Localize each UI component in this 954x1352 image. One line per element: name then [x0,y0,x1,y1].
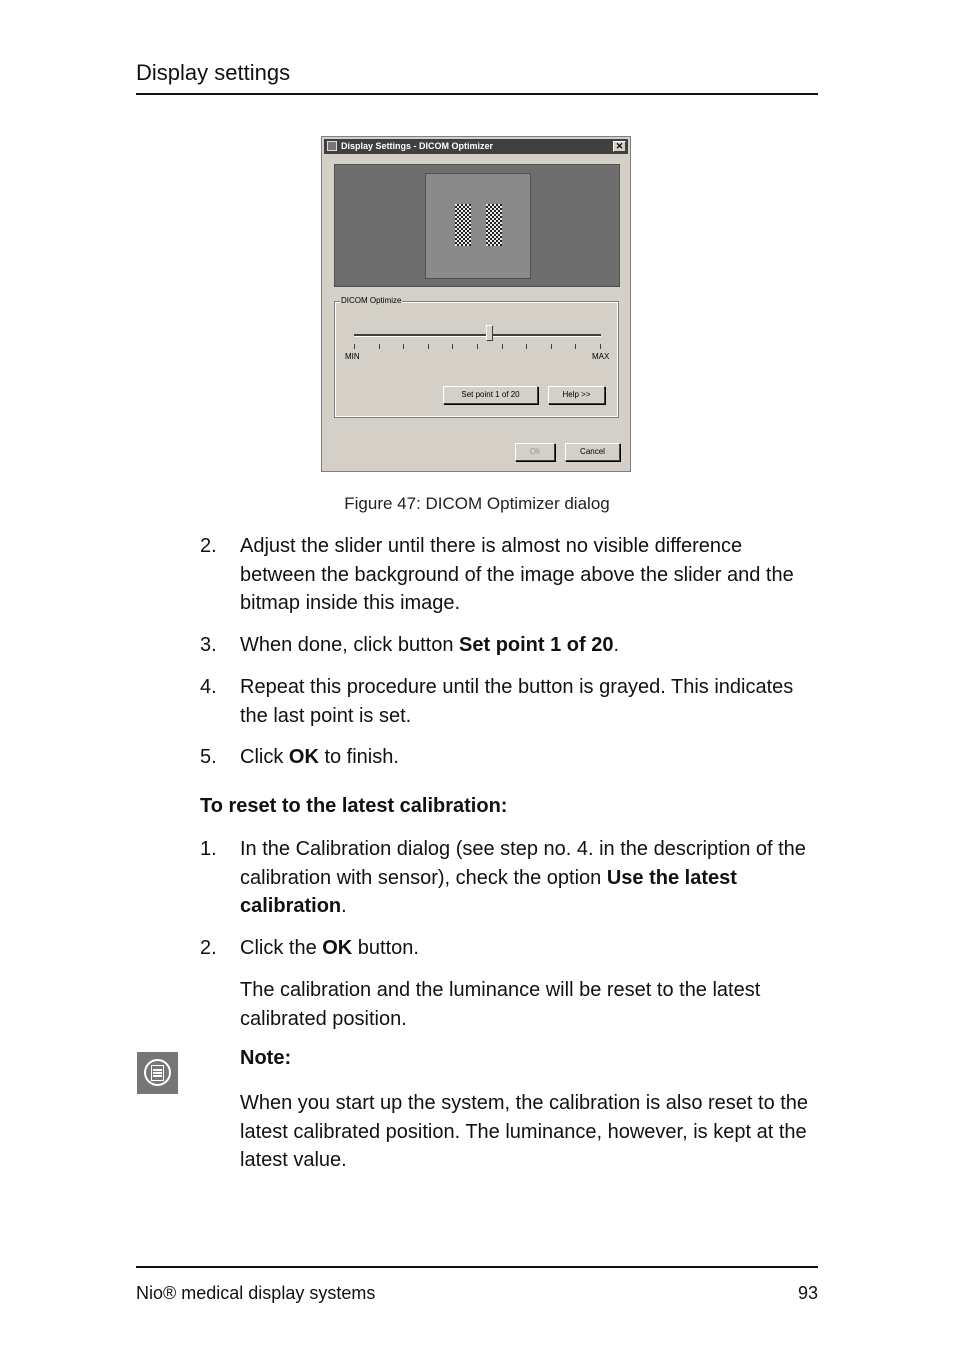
note-body: When you start up the system, the calibration is also reset to the latest calibrated position. The luminance, however, is kept at the latest value. [240,1092,809,1171]
note-icon-line [153,1072,162,1074]
slider-tick [403,344,404,349]
step-text-bold: OK [288,746,319,768]
note-icon [137,1052,178,1094]
checker-pattern-right [486,204,502,246]
step-text [240,673,818,730]
note-icon-line [153,1069,162,1071]
slider-tick [452,344,453,349]
header-title: Display settings [136,60,291,85]
note-icon-line [153,1075,162,1077]
step-text [240,532,818,618]
preview-image [334,164,620,287]
step-text-part: Click the [240,937,323,959]
step-text-part: . [613,634,620,656]
dicom-optimizer-dialog-screenshot [321,136,631,472]
footer-rule [136,1266,818,1268]
slider-tick [379,344,380,349]
step-text [240,631,818,660]
note-title: Note: [240,1047,292,1069]
step-text [240,835,818,921]
page-number: 93 [797,1283,818,1303]
cancel-button[interactable]: Cancel [565,443,620,461]
slider-tick [477,344,478,349]
step-text-bold: Use the latest calibration [240,866,737,917]
step-number: 5. [200,746,217,768]
step-text-part: Adjust the slider until there is almost no visible difference between the background of the image above the slider and the bitmap inside this image. [240,535,794,614]
footer-product: Nio® medical display systems [136,1283,376,1303]
step-text-part: Repeat this procedure until the button is grayed. This indicates the last point is set. [240,676,794,727]
slider-thumb[interactable] [486,325,493,341]
step-text-part: When done, click button [240,634,460,656]
step-text-part: . [341,895,347,917]
step-text-part: Click [240,746,289,768]
set-point-button[interactable]: Set point 1 of 20 [443,386,538,404]
step-text-part: In the Calibration dialog (see step no. 4. in the description of the calibration with sensor), check the option [240,838,806,889]
header-rule [136,93,818,95]
slider-tick [551,344,552,349]
checker-pattern-left [455,204,471,246]
reset-result-text: The calibration and the luminance will be reset to the latest calibrated position. [240,979,761,1030]
close-icon[interactable]: ✕ [613,141,626,152]
preview-bitmap [425,173,531,279]
slider-tick [600,344,601,349]
figure-caption: Figure 47: DICOM Optimizer dialog [344,494,610,513]
step-text-part: to finish. [318,746,399,768]
help-button[interactable]: Help >> [548,386,605,404]
step-text [240,743,818,772]
step-text-bold: OK [322,937,353,959]
step-number: 4. [200,676,217,698]
dialog-titlebar [324,139,628,154]
step-number: 2. [200,535,217,557]
ok-button[interactable]: Ok [515,443,555,461]
step-number: 2. [200,937,217,959]
step-text [240,934,818,963]
step-text-part: button. [352,937,419,959]
dicom-optimize-group [335,296,618,417]
slider-track[interactable] [354,334,601,337]
slider-tick [526,344,527,349]
slider-tick [354,344,355,349]
slider-tick [502,344,503,349]
group-label: DICOM Optimize [341,296,402,305]
step-text-bold: Set point 1 of 20 [459,634,614,656]
reset-heading: To reset to the latest calibration: [200,795,508,817]
app-icon [327,141,337,151]
step-number: 1. [200,838,217,860]
dialog-title: Display Settings - DICOM Optimizer [341,141,494,151]
step-number: 3. [200,634,217,656]
slider-tick [575,344,576,349]
slider-tick [428,344,429,349]
slider-max-label: MAX [592,352,610,361]
slider-min-label: MIN [345,352,360,361]
